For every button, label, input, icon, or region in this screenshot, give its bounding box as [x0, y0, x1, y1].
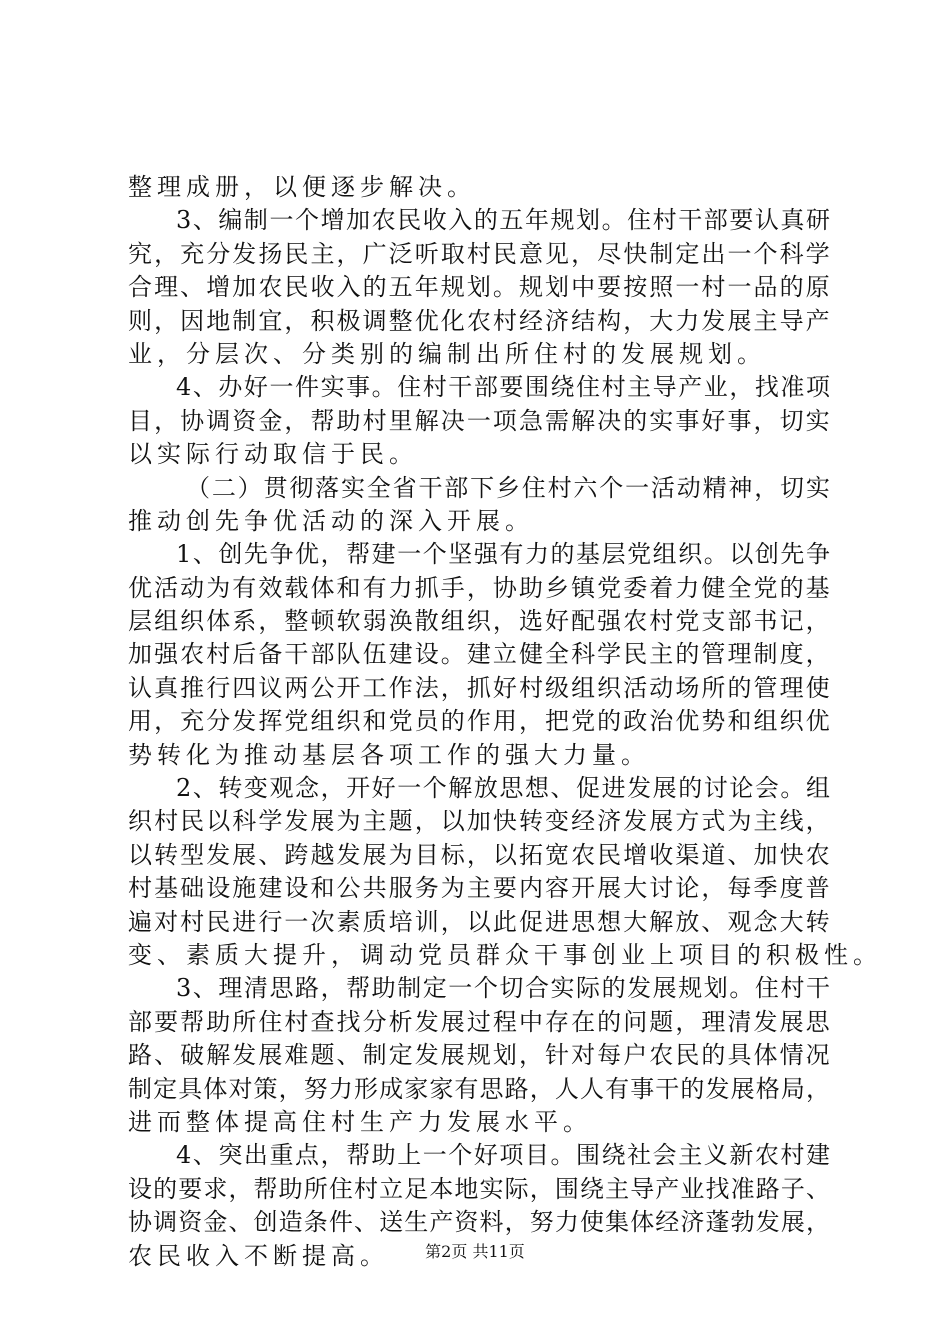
text-line: 路 、 破 解 发 展 难 题 、 制 定 发 展 规 划 ， 针 对 每 户 农 民 的 具 体 情 况 [128, 1041, 830, 1070]
text-line: 认 真 推 行 四 议 两 公 开 工 作 法 ， 抓 好 村 级 组 织 活 动 场 所 的 管 理 使 [128, 673, 830, 702]
text-line: 整理成册，以便逐步解决。 [128, 173, 476, 201]
text-line: 则 ， 因 地 制 宜 ， 积 极 调 整 优 化 农 村 经 济 结 构 ， 大 力 发 展 主 导 产 [128, 306, 830, 335]
document-body [128, 171, 882, 1273]
text-line: 4 、 办 好 一 件 实 事 。 住 村 干 部 要 围 绕 住 村 主 导 产 业 ， 找 准 项 [176, 373, 830, 402]
page-footer: 第2页 共11页 [425, 1242, 525, 1261]
text-line: 以 转 型 发 展 、 跨 越 发 展 为 目 标 ， 以 拓 宽 农 民 增 收 渠 道 、 加 快 农 [128, 840, 830, 869]
text-line: 4 、 突 出 重 点 ， 帮 助 上 一 个 好 项 目 。 围 绕 社 会 主 义 新 农 村 建 [176, 1141, 830, 1170]
text-line: 进而整体提高住村生产力发展水平。 [128, 1107, 592, 1136]
text-line: 协 调 资 金 、 创 造 条 件 、 送 生 产 资 料 ， 努 力 使 集 体 经 济 蓬 勃 发 展 ， [128, 1208, 830, 1237]
text-line: 织 村 民 以 科 学 发 展 为 主 题 ， 以 加 快 转 变 经 济 发 展 方 式 为 主 线 ， [128, 807, 830, 836]
text-line: 加 强 农 村 后 备 干 部 队 伍 建 设 。 建 立 健 全 科 学 民 主 的 管 理 制 度 ， [128, 640, 830, 669]
text-line: 部 要 帮 助 所 住 村 查 找 分 析 发 展 过 程 中 存 在 的 问 题 ， 理 清 发 展 思 [128, 1007, 830, 1036]
text-line: 农民收入不断提高。 [128, 1241, 389, 1270]
text-line: 2 、 转 变 观 念 ， 开 好 一 个 解 放 思 想 、 促 进 发 展 的 讨 论 会 。 组 [176, 774, 830, 803]
text-line: 目 ， 协 调 资 金 ， 帮 助 村 里 解 决 一 项 急 需 解 决 的 实 事 好 事 ， 切 实 [128, 406, 830, 435]
text-line: 变、素质大提升，调动党员群众干事创业上项目的积极性。 [128, 940, 882, 969]
text-line: 制 定 具 体 对 策 ， 努 力 形 成 家 家 有 思 路 ， 人 人 有 事 干 的 发 展 格 局 ， [128, 1074, 830, 1103]
text-line: 优 活 动 为 有 效 载 体 和 有 力 抓 手 ， 协 助 乡 镇 党 委 着 力 健 全 党 的 基 [128, 573, 830, 602]
text-line: 3 、 编 制 一 个 增 加 农 民 收 入 的 五 年 规 划 。 住 村 干 部 要 认 真 研 [176, 206, 830, 235]
text-line: 3 、 理 清 思 路 ， 帮 助 制 定 一 个 切 合 实 际 的 发 展 规 划 。 住 村 干 [176, 974, 830, 1003]
text-line: 村 基 础 设 施 建 设 和 公 共 服 务 为 主 要 内 容 开 展 大 讨 论 ， 每 季 度 普 [128, 874, 830, 903]
text-line: 合 理 、 增 加 农 民 收 入 的 五 年 规 划 。 规 划 中 要 按 照 一 村 一 品 的 原 [128, 273, 830, 302]
text-line: 1 、 创 先 争 优 ， 帮 建 一 个 坚 强 有 力 的 基 层 党 组 织 。 以 创 先 争 [176, 540, 830, 569]
text-line: 推动创先争优活动的深入开展。 [128, 506, 534, 535]
text-line: 用 ， 充 分 发 挥 党 组 织 和 党 员 的 作 用 ， 把 党 的 政 治 优 势 和 组 织 优 [128, 707, 830, 736]
text-line: （ 二 ） 贯 彻 落 实 全 省 干 部 下 乡 住 村 六 个 一 活 动 精 神 ， 切 实 [186, 473, 830, 502]
text-line: 业，分层次、分类别的编制出所住村的发展规划。 [128, 339, 766, 368]
text-line: 以实际行动取信于民。 [128, 440, 418, 469]
text-line: 设 的 要 求 ， 帮 助 所 住 村 立 足 本 地 实 际 ， 围 绕 主 导 产 业 找 准 路 子 、 [128, 1174, 830, 1203]
text-line: 层 组 织 体 系 ， 整 顿 软 弱 涣 散 组 织 ， 选 好 配 强 农 村 党 支 部 书 记 ， [128, 607, 830, 636]
text-line: 遍 对 村 民 进 行 一 次 素 质 培 训 ， 以 此 促 进 思 想 大 解 放 、 观 念 大 转 [128, 907, 830, 936]
text-line: 势转化为推动基层各项工作的强大力量。 [128, 740, 650, 769]
text-line: 究 ， 充 分 发 扬 民 主 ， 广 泛 听 取 村 民 意 见 ， 尽 快 制 定 出 一 个 科 学 [128, 239, 830, 268]
